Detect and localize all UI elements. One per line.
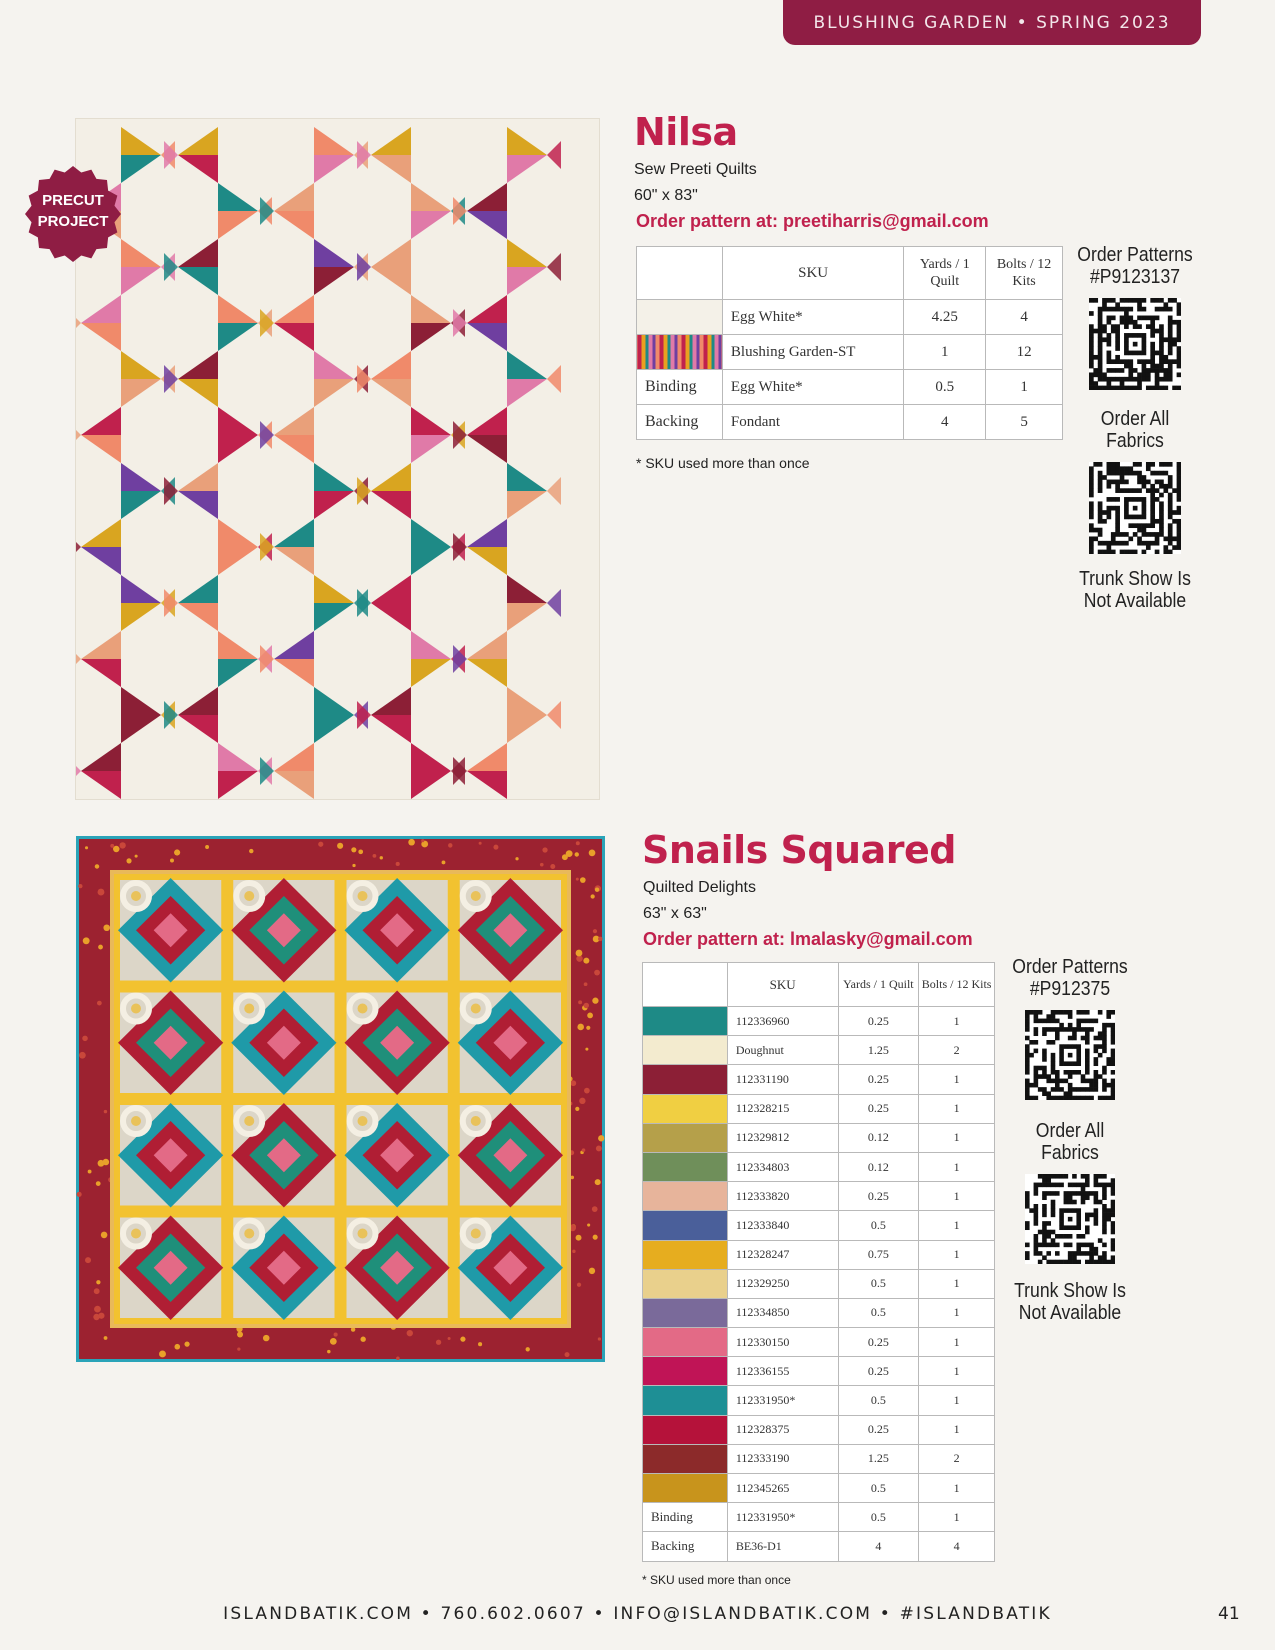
nilsa-order-all-label: Order All [1100,408,1170,430]
snails-table-row [643,1503,995,1532]
snails-fabric-swatch [643,1065,728,1094]
snails-pattern-qr-code[interactable] [1025,1010,1115,1100]
nilsa-cell-bolts: 12 [986,335,1063,370]
footer-contact: ISLANDBATIK.COM • 760.602.0607 • INFO@ISLANDBATIK.COM • #ISLANDBATIK [223,1604,1052,1624]
nilsa-size: 60" x 83" [634,187,698,204]
snails-fabric-swatch [643,1386,728,1415]
snails-cell-sku: 112333190 [727,1444,838,1473]
snails-cell-sku: 112330150 [727,1328,838,1357]
snails-table-row [643,1357,995,1386]
precut-badge-line2: PROJECT [37,213,109,230]
snails-cell-bolts: 1 [919,1357,995,1386]
snails-fabric-swatch [643,1415,728,1444]
snails-table-row [643,1532,995,1561]
snails-fabric-swatch [643,1444,728,1473]
snails-table-row [643,1474,995,1503]
precut-badge-line1: PRECUT [42,192,104,209]
nilsa-fabric-swatch [637,300,723,335]
nilsa-row-label: Binding [637,370,723,405]
snails-cell-yards: 0.25 [838,1065,919,1094]
nilsa-table-row [637,370,1063,405]
snails-cell-sku: 112334850 [727,1298,838,1327]
snails-cell-bolts: 1 [919,1123,995,1152]
snails-cell-bolts: 1 [919,1065,995,1094]
snails-order-patterns-label: Order Patterns [1012,956,1128,978]
nilsa-cell-sku: Egg White* [722,370,904,405]
snails-cell-sku: 112345265 [727,1474,838,1503]
snails-fabric-swatch [643,1357,728,1386]
nilsa-designer: Sew Preeti Quilts [634,161,757,178]
snails-cell-bolts: 1 [919,1182,995,1211]
snails-row-label: Backing [643,1532,728,1561]
snails-fabric-swatch [643,1036,728,1065]
snails-table-row [643,1152,995,1181]
nilsa-order-column [1065,244,1205,612]
nilsa-row-label: Backing [637,405,723,440]
snails-row-label: Binding [643,1503,728,1532]
snails-cell-sku: 112336960 [727,1007,838,1036]
snails-table-row [643,1094,995,1123]
snails-cell-sku: 112328215 [727,1094,838,1123]
snails-cell-bolts: 1 [919,1503,995,1532]
nilsa-trunk-line2: Not Available [1083,590,1187,612]
snails-cell-yards: 0.25 [838,1182,919,1211]
nilsa-fabric-table [636,246,1063,440]
snails-cell-yards: 0.75 [838,1240,919,1269]
nilsa-cell-yards: 1 [904,335,986,370]
snails-cell-sku: 112333820 [727,1182,838,1211]
snails-pattern-id: #P912375 [1029,978,1111,1000]
snails-cell-sku: 112333840 [727,1211,838,1240]
snails-cell-yards: 1.25 [838,1036,919,1065]
snails-header-sku: SKU [727,963,838,1007]
snails-cell-bolts: 1 [919,1211,995,1240]
nilsa-quilt-graphic [76,119,600,800]
snails-table-row [643,1065,995,1094]
nilsa-cell-yards: 4.25 [904,300,986,335]
snails-table-row [643,1298,995,1327]
catalog-header-label: BLUSHING GARDEN • SPRING 2023 [813,12,1171,33]
snails-cell-bolts: 2 [919,1036,995,1065]
snails-table-row [643,1444,995,1473]
snails-cell-yards: 0.5 [838,1503,919,1532]
snails-fabrics-qr-code[interactable] [1025,1174,1115,1264]
snails-cell-yards: 0.12 [838,1152,919,1181]
snails-fabric-swatch [643,1328,728,1357]
snails-cell-yards: 1.25 [838,1444,919,1473]
snails-header-yards: Yards / 1 Quilt [838,963,919,1007]
snails-order-all-label: Order All [1035,1120,1105,1142]
snails-trunk-line2: Not Available [1018,1302,1122,1324]
nilsa-pattern-id: #P9123137 [1089,266,1181,288]
snails-cell-bolts: 1 [919,1269,995,1298]
nilsa-header-bolts: Bolts / 12 Kits [986,247,1063,300]
snails-fabric-swatch [643,1094,728,1123]
snails-cell-yards: 0.5 [838,1386,919,1415]
snails-fabric-swatch [643,1211,728,1240]
nilsa-cell-bolts: 5 [986,405,1063,440]
snails-cell-bolts: 2 [919,1444,995,1473]
snails-table-row [643,1182,995,1211]
snails-cell-yards: 0.25 [838,1094,919,1123]
nilsa-fabric-swatch [637,335,723,370]
nilsa-footnote: * SKU used more than once [636,455,810,471]
snails-cell-sku: 112331190 [727,1065,838,1094]
snails-cell-bolts: 4 [919,1532,995,1561]
snails-table-row [643,1123,995,1152]
snails-fabric-swatch [643,1298,728,1327]
snails-fabric-swatch [643,1240,728,1269]
snails-cell-sku: BE36-D1 [727,1532,838,1561]
nilsa-meta [634,157,757,209]
snails-table-row [643,1007,995,1036]
snails-cell-bolts: 1 [919,1386,995,1415]
snails-cell-sku: Doughnut [727,1036,838,1065]
catalog-header-tab [783,0,1201,45]
snails-fabric-swatch [643,1007,728,1036]
nilsa-cell-sku: Egg White* [722,300,904,335]
nilsa-trunk-line1: Trunk Show Is [1079,568,1191,590]
snails-cell-bolts: 1 [919,1474,995,1503]
snails-order-link[interactable]: Order pattern at: lmalasky@gmail.com [643,929,973,949]
snails-table-row [643,1240,995,1269]
snails-cell-yards: 0.25 [838,1328,919,1357]
snails-cell-yards: 0.5 [838,1474,919,1503]
snails-cell-sku: 112331950* [727,1503,838,1532]
snails-designer: Quilted Delights [643,879,756,896]
snails-cell-yards: 0.12 [838,1123,919,1152]
snails-cell-yards: 0.25 [838,1415,919,1444]
nilsa-order-link[interactable]: Order pattern at: preetiharris@gmail.com [636,211,989,231]
snails-fabric-swatch [643,1269,728,1298]
snails-cell-sku: 112331950* [727,1386,838,1415]
snails-cell-sku: 112329812 [727,1123,838,1152]
nilsa-table-row [637,335,1063,370]
snails-fabric-table [642,962,995,1562]
snails-title: Snails Squared [642,828,956,872]
nilsa-cell-bolts: 4 [986,300,1063,335]
snails-squared-quilt-image [76,836,605,1362]
snails-cell-sku: 112328375 [727,1415,838,1444]
nilsa-table-corner [637,247,723,300]
nilsa-cell-bolts: 1 [986,370,1063,405]
snails-table-row [643,1211,995,1240]
snails-trunk-line1: Trunk Show Is [1014,1280,1126,1302]
snails-cell-sku: 112334803 [727,1152,838,1181]
snails-table-row [643,1386,995,1415]
snails-table-row [643,1415,995,1444]
snails-fabric-swatch [643,1123,728,1152]
snails-header-bolts: Bolts / 12 Kits [919,963,995,1007]
snails-cell-sku: 112336155 [727,1357,838,1386]
snails-table-corner [643,963,728,1007]
snails-cell-yards: 0.5 [838,1211,919,1240]
snails-cell-bolts: 1 [919,1415,995,1444]
snails-cell-yards: 0.5 [838,1298,919,1327]
snails-fabrics-label: Fabrics [1041,1142,1099,1164]
nilsa-pattern-qr-code[interactable] [1089,298,1181,390]
nilsa-fabrics-qr-code[interactable] [1089,462,1181,554]
precut-badge [25,190,121,232]
nilsa-quilt-image [75,118,600,800]
snails-fabric-swatch [643,1182,728,1211]
snails-table-row [643,1269,995,1298]
snails-cell-yards: 4 [838,1532,919,1561]
snails-table-row [643,1036,995,1065]
snails-cell-bolts: 1 [919,1240,995,1269]
snails-cell-yards: 0.25 [838,1357,919,1386]
nilsa-table-row [637,300,1063,335]
snails-order-column [1000,956,1140,1324]
snails-footnote: * SKU used more than once [642,1573,791,1587]
snails-cell-bolts: 1 [919,1298,995,1327]
nilsa-fabrics-label: Fabrics [1106,430,1164,452]
snails-size: 63" x 63" [643,905,707,922]
nilsa-cell-yards: 4 [904,405,986,440]
snails-cell-bolts: 1 [919,1007,995,1036]
snails-cell-sku: 112328247 [727,1240,838,1269]
nilsa-header-sku: SKU [722,247,904,300]
snails-meta [643,875,756,927]
snails-table-row [643,1328,995,1357]
nilsa-table-row [637,405,1063,440]
snails-cell-bolts: 1 [919,1328,995,1357]
snails-cell-sku: 112329250 [727,1269,838,1298]
snails-cell-bolts: 1 [919,1094,995,1123]
snails-fabric-swatch [643,1152,728,1181]
snails-cell-yards: 0.5 [838,1269,919,1298]
nilsa-cell-yards: 0.5 [904,370,986,405]
nilsa-title: Nilsa [634,110,738,154]
nilsa-cell-sku: Blushing Garden-ST [722,335,904,370]
snails-cell-bolts: 1 [919,1152,995,1181]
snails-cell-yards: 0.25 [838,1007,919,1036]
page-number: 41 [1218,1604,1240,1624]
snails-fabric-swatch [643,1474,728,1503]
nilsa-header-yards: Yards / 1 Quilt [904,247,986,300]
nilsa-order-patterns-label: Order Patterns [1077,244,1193,266]
nilsa-cell-sku: Fondant [722,405,904,440]
snails-quilt-graphic [76,836,605,1362]
